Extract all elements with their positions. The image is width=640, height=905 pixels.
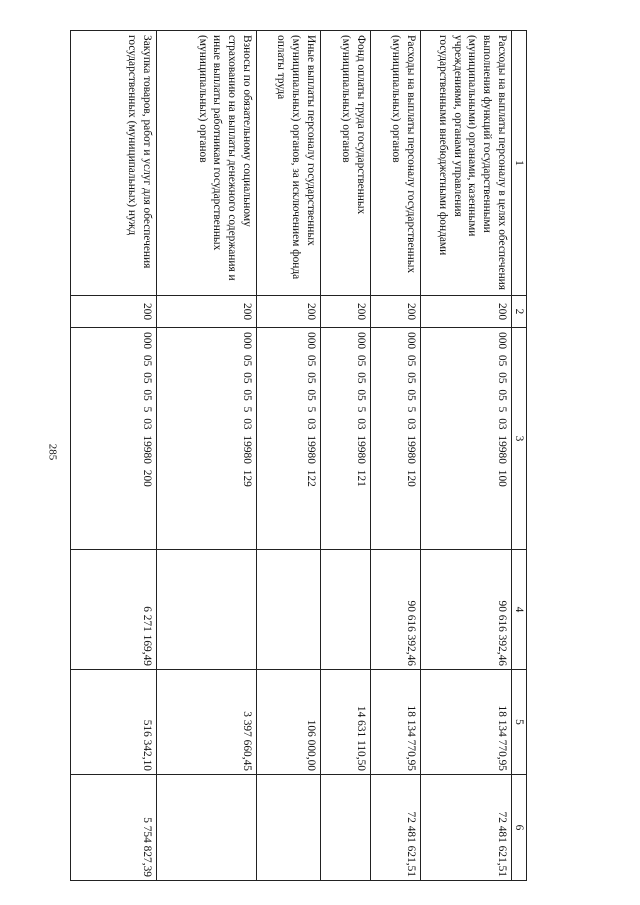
row-value-col5: 3 397 660,45 xyxy=(157,670,257,775)
row-value-col6: 72 481 621,51 xyxy=(421,775,512,881)
budget-table xyxy=(70,30,527,881)
table-row xyxy=(257,31,321,881)
row-name: Расходы на выплаты персоналу в целях обеспечения выполнения функций государственными (муниципальными) органами, казенными учреждениями, органами управления государственными внебюджетными фондами xyxy=(421,31,512,296)
row-classification-code: 000 05 05 05 5 03 19980 122 xyxy=(257,328,321,550)
row-name: Взносы по обязательному социальному страхованию на выплаты денежного содержания и иные выплаты работникам государственных (муниципальных) органов xyxy=(157,31,257,296)
table-row xyxy=(157,31,257,881)
row-line-code: 200 xyxy=(321,296,371,328)
header-col-6: 6 xyxy=(512,775,527,881)
rotated-page-content xyxy=(72,30,527,880)
row-classification-code: 000 05 05 05 5 03 19980 121 xyxy=(321,328,371,550)
row-classification-code: 000 05 05 05 5 03 19980 200 xyxy=(71,328,157,550)
row-value-col4 xyxy=(321,550,371,670)
table-row xyxy=(371,31,421,881)
table-row xyxy=(71,31,157,881)
row-value-col5: 14 631 110,50 xyxy=(321,670,371,775)
header-col-4: 4 xyxy=(512,550,527,670)
row-value-col5: 516 342,10 xyxy=(71,670,157,775)
row-line-code: 200 xyxy=(157,296,257,328)
row-value-col6: 72 481 621,51 xyxy=(371,775,421,881)
header-col-2: 2 xyxy=(512,296,527,328)
row-name: Иные выплаты персоналу государственных (муниципальных) органов, за исключением фонда оплаты труда xyxy=(257,31,321,296)
row-classification-code: 000 05 05 05 5 03 19980 100 xyxy=(421,328,512,550)
row-line-code: 200 xyxy=(371,296,421,328)
row-name: Закупка товаров, работ и услуг для обеспечения государственных (муниципальных) нужд xyxy=(71,31,157,296)
table-row xyxy=(421,31,512,881)
row-value-col4: 90 616 392,46 xyxy=(421,550,512,670)
row-value-col4: 6 271 169,49 xyxy=(71,550,157,670)
row-value-col4 xyxy=(157,550,257,670)
row-value-col6 xyxy=(257,775,321,881)
row-value-col5: 18 134 770,95 xyxy=(371,670,421,775)
header-col-3: 3 xyxy=(512,328,527,550)
row-name: Фонд оплаты труда государственных (муниципальных) органов xyxy=(321,31,371,296)
header-col-5: 5 xyxy=(512,670,527,775)
row-line-code: 200 xyxy=(421,296,512,328)
row-value-col5: 18 134 770,95 xyxy=(421,670,512,775)
table-row xyxy=(321,31,371,881)
page-number: 285 xyxy=(46,443,59,461)
row-value-col4 xyxy=(257,550,321,670)
row-classification-code: 000 05 05 05 5 03 19980 120 xyxy=(371,328,421,550)
row-value-col5: 106 000,00 xyxy=(257,670,321,775)
row-classification-code: 000 05 05 05 5 03 19980 129 xyxy=(157,328,257,550)
header-col-1: 1 xyxy=(512,31,527,296)
row-line-code: 200 xyxy=(257,296,321,328)
row-value-col6 xyxy=(321,775,371,881)
row-value-col4: 90 616 392,46 xyxy=(371,550,421,670)
row-name: Расходы на выплаты персоналу государственных (муниципальных) органов xyxy=(371,31,421,296)
row-line-code: 200 xyxy=(71,296,157,328)
row-value-col6 xyxy=(157,775,257,881)
row-value-col6: 5 754 827,39 xyxy=(71,775,157,881)
header-row xyxy=(512,31,527,881)
